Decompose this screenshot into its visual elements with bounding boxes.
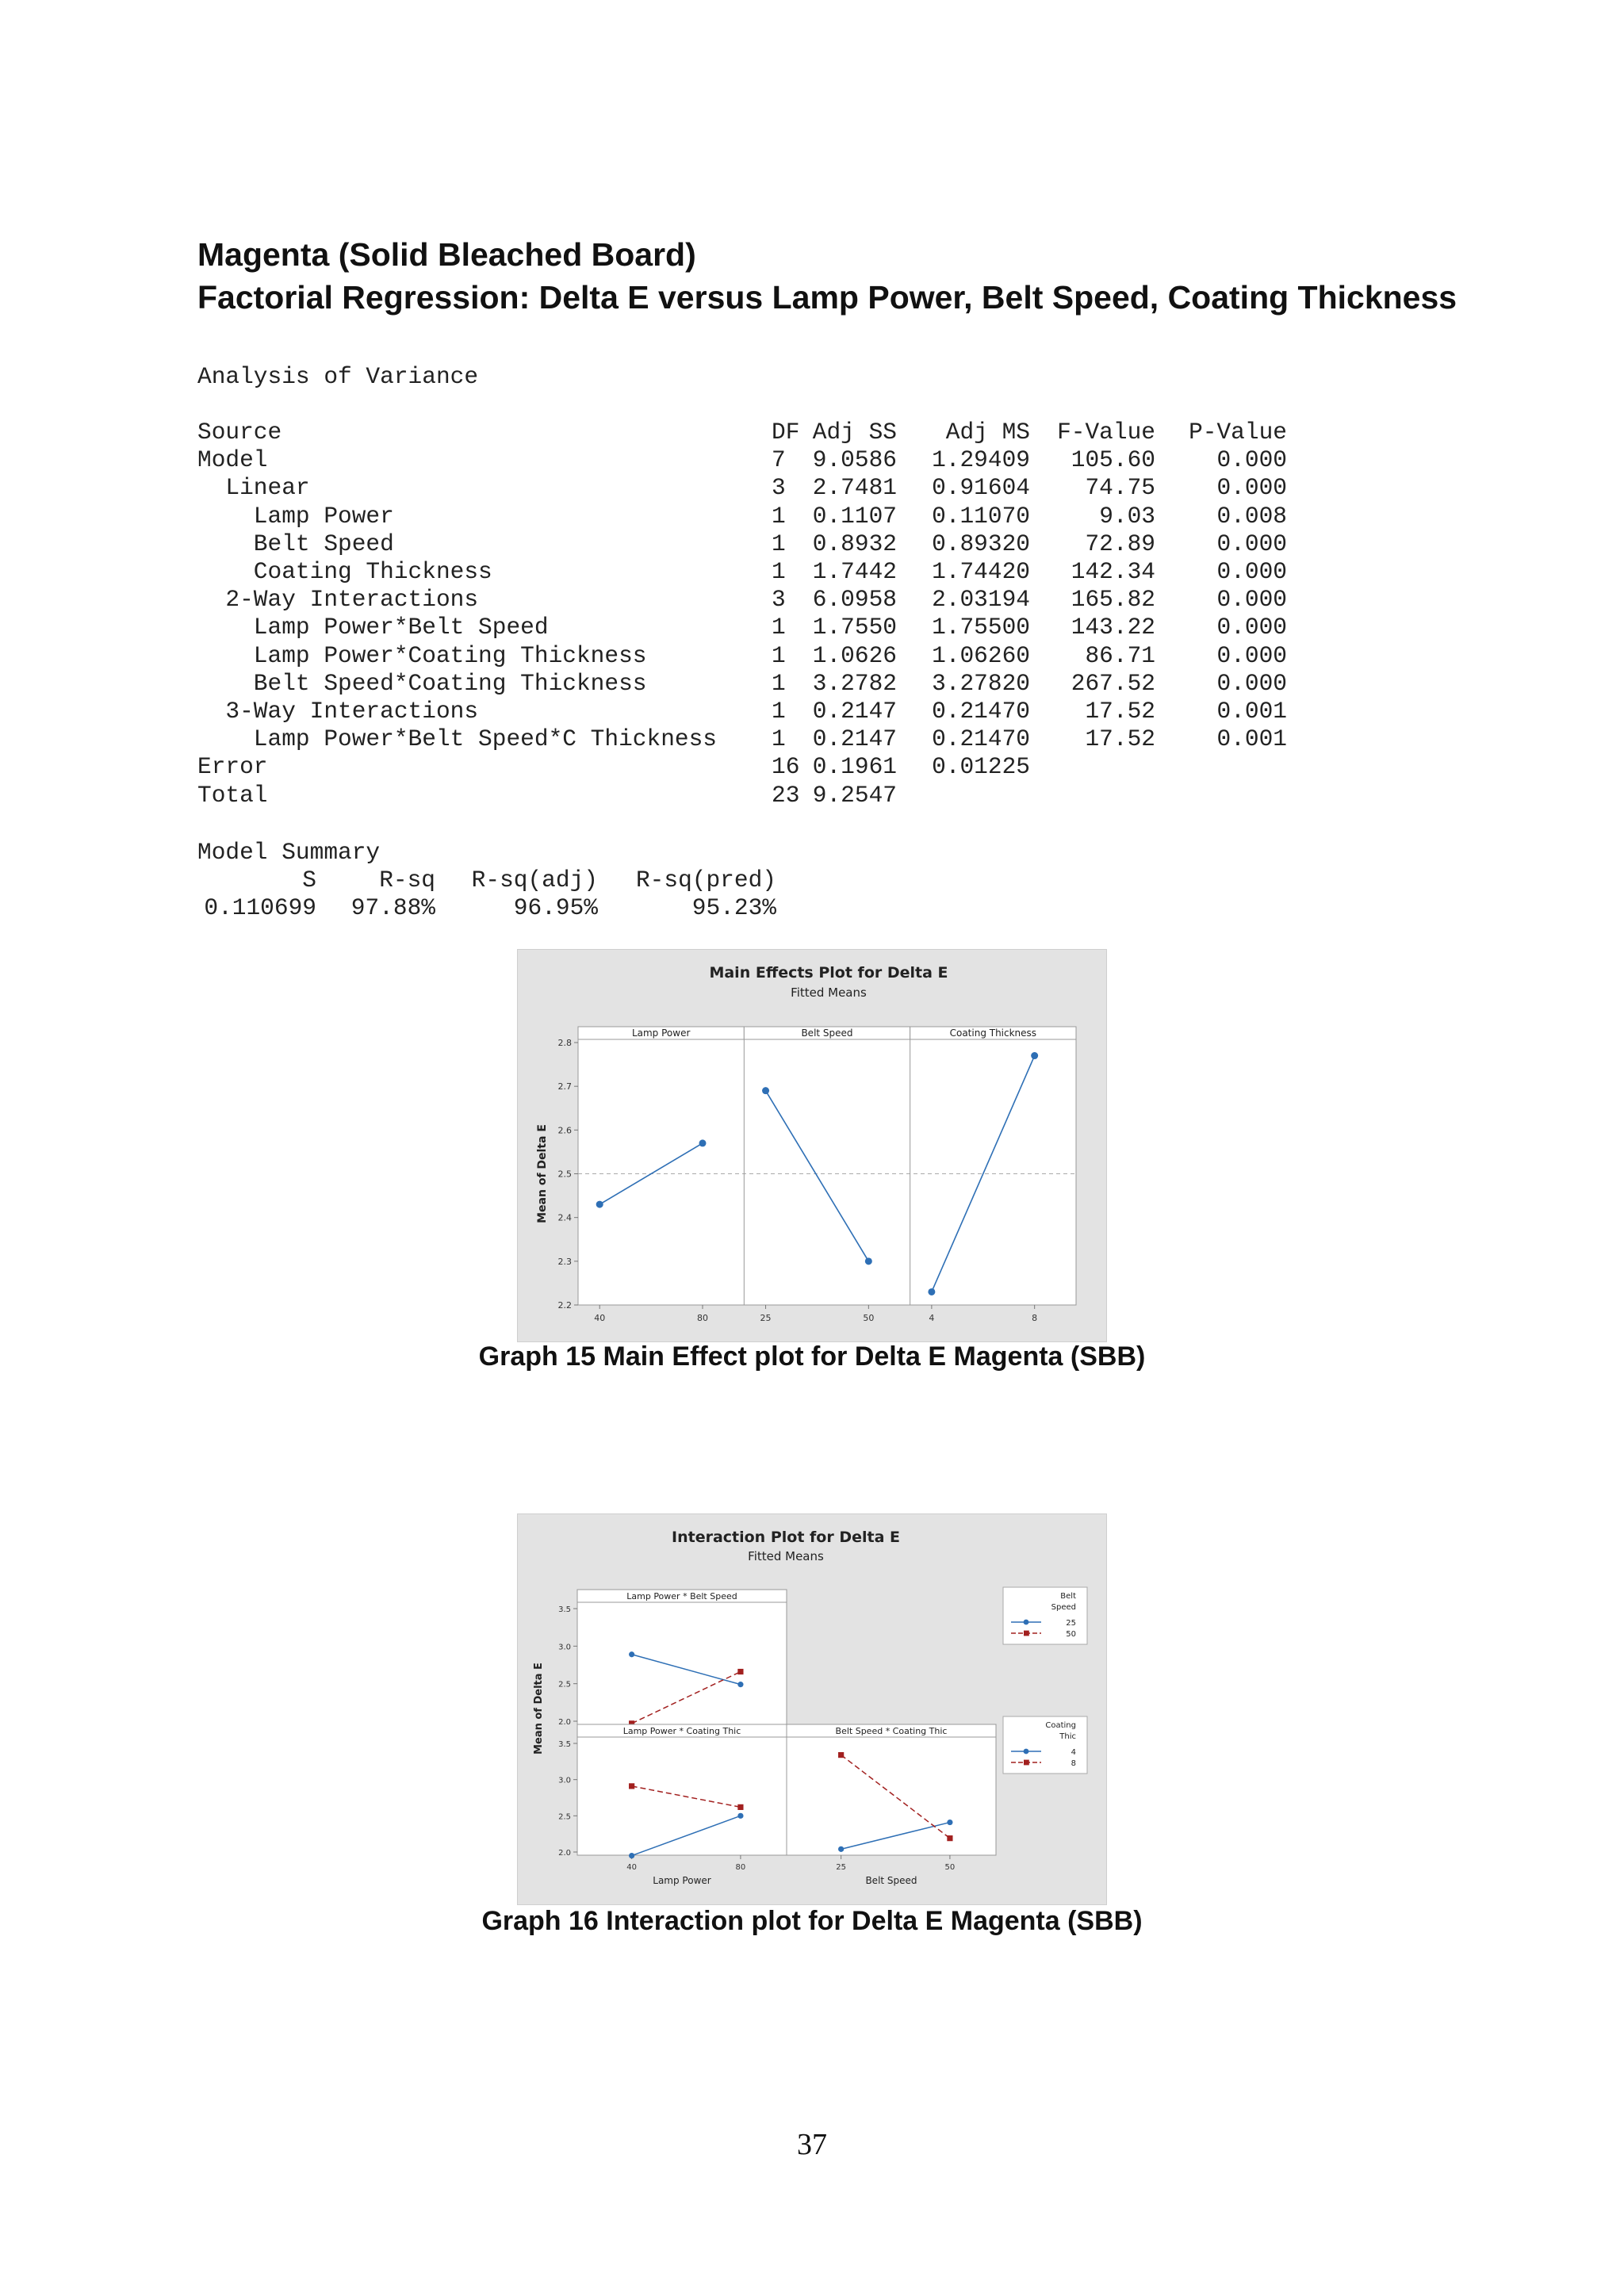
anova-cell-adj-ss: 0.8932 (812, 530, 897, 557)
y-tick-label: 2.7 (557, 1081, 572, 1093)
anova-cell-adj-ms (897, 782, 1030, 809)
panel-label: Lamp Power * Belt Speed (626, 1591, 737, 1601)
summary-value-s: 0.110699 (204, 894, 316, 922)
anova-cell-df: 16 (772, 753, 800, 781)
chart-subtitle: Fitted Means (748, 1549, 824, 1563)
anova-cell-p-value: 0.000 (1216, 474, 1287, 502)
interaction-point (737, 1682, 743, 1687)
anova-cell-adj-ms: 0.21470 (932, 725, 1030, 753)
model-summary-table (197, 867, 776, 922)
plot-area (577, 1602, 787, 1724)
anova-cell-source: 3-Way Interactions (197, 698, 479, 725)
anova-row (197, 782, 1287, 809)
y-tick-label: 2.5 (558, 1812, 571, 1822)
y-tick-label: 2.6 (557, 1125, 572, 1136)
summary-value-rsq: 97.88% (350, 894, 435, 922)
interaction-point (947, 1835, 952, 1841)
anova-row (197, 530, 1287, 558)
y-tick-label: 3.5 (558, 1740, 571, 1749)
header-adj-ms: Adj MS (945, 419, 1030, 446)
anova-cell-f-value (1030, 753, 1155, 781)
anova-cell-adj-ms: 0.01225 (932, 753, 1030, 781)
anova-cell-p-value: 0.008 (1216, 502, 1287, 530)
anova-cell-df: 23 (772, 781, 800, 809)
x-tick-label: 80 (735, 1863, 746, 1872)
anova-cell-f-value: 9.03 (1099, 502, 1155, 530)
anova-cell-adj-ms: 1.75500 (932, 614, 1030, 641)
anova-cell-adj-ms: 0.91604 (932, 474, 1030, 502)
anova-cell-source: Model (197, 446, 268, 474)
anova-row (197, 753, 1287, 781)
anova-cell-p-value (1155, 753, 1287, 781)
interaction-point (737, 1813, 743, 1819)
anova-row (197, 446, 1287, 474)
anova-cell-p-value: 0.001 (1216, 725, 1287, 753)
anova-cell-source: Belt Speed (197, 530, 394, 557)
x-axis-label: Lamp Power (653, 1875, 711, 1886)
header-source: Source (197, 419, 282, 446)
graph16-caption: Graph 16 Interaction plot for Delta E Magenta (SBB) (481, 1906, 1143, 1936)
anova-cell-p-value (1155, 782, 1287, 809)
y-axis-label: Mean of Delta E (533, 1663, 545, 1755)
anova-cell-p-value: 0.000 (1216, 641, 1287, 669)
anova-cell-adj-ss: 3.2782 (812, 669, 897, 697)
legend-label: 25 (1066, 1619, 1076, 1628)
y-tick-label: 3.5 (558, 1605, 571, 1614)
anova-cell-p-value: 0.000 (1216, 558, 1287, 586)
summary-header-rsq-adj: R-sq(adj) (471, 867, 598, 894)
x-tick-label: 50 (863, 1313, 875, 1323)
anova-cell-f-value: 17.52 (1085, 725, 1155, 753)
anova-cell-source: Error (197, 753, 268, 781)
anova-cell-df: 1 (772, 698, 786, 725)
anova-cell-source: Total (197, 781, 268, 809)
y-tick-label: 2.3 (557, 1256, 572, 1267)
graph15-caption: Graph 15 Main Effect plot for Delta E Magenta (SBB) (478, 1341, 1146, 1372)
legend-label: 8 (1071, 1759, 1076, 1768)
y-tick-label: 2.0 (558, 1718, 571, 1727)
legend-title: Coating (1045, 1721, 1076, 1730)
anova-cell-p-value: 0.000 (1216, 530, 1287, 557)
legend-marker (1024, 1760, 1029, 1766)
anova-cell-f-value: 267.52 (1071, 669, 1155, 697)
y-tick-label: 2.4 (557, 1212, 572, 1223)
anova-cell-source: 2-Way Interactions (197, 586, 479, 614)
anova-cell-source: Lamp Power (197, 502, 394, 530)
x-tick-label: 40 (594, 1313, 606, 1323)
anova-cell-adj-ss: 1.7442 (812, 558, 897, 586)
anova-cell-source: Linear (197, 474, 310, 502)
chart-title: Main Effects Plot for Delta E (709, 964, 948, 982)
anova-cell-df: 1 (772, 669, 786, 697)
panel-label: Lamp Power * Coating Thic (622, 1726, 741, 1736)
anova-cell-p-value: 0.000 (1216, 586, 1287, 614)
anova-cell-adj-ss: 0.2147 (812, 725, 897, 753)
x-tick-label: 80 (697, 1313, 708, 1323)
x-axis-label: Belt Speed (865, 1875, 917, 1886)
interaction-point (629, 1783, 634, 1789)
anova-cell-adj-ms: 0.21470 (932, 698, 1030, 725)
anova-cell-adj-ss: 0.1107 (812, 502, 897, 530)
anova-cell-adj-ss: 1.0626 (812, 641, 897, 669)
y-tick-label: 3.0 (558, 1643, 571, 1652)
y-tick-label: 3.0 (558, 1776, 571, 1785)
section-title: Magenta (Solid Bleached Board) (197, 236, 696, 273)
anova-cell-source: Belt Speed*Coating Thickness (197, 669, 647, 697)
anova-cell-source: Lamp Power*Belt Speed*C Thickness (197, 725, 718, 753)
anova-row (197, 698, 1287, 725)
anova-cell-adj-ms: 0.89320 (932, 530, 1030, 557)
panel-label: Coating Thickness (949, 1027, 1037, 1039)
anova-cell-source: Lamp Power*Coating Thickness (197, 641, 647, 669)
anova-row (197, 670, 1287, 698)
anova-title: Analysis of Variance (197, 363, 479, 390)
anova-cell-source: Lamp Power*Belt Speed (197, 614, 549, 641)
anova-cell-adj-ms: 2.03194 (932, 586, 1030, 614)
anova-cell-adj-ms: 1.06260 (932, 641, 1030, 669)
legend-label: 50 (1066, 1630, 1076, 1639)
interaction-point (737, 1804, 743, 1810)
anova-cell-f-value: 143.22 (1071, 614, 1155, 641)
model-summary-header-row (197, 867, 776, 894)
y-tick-label: 2.2 (557, 1300, 572, 1311)
anova-row (197, 586, 1287, 614)
header-f-value: F-Value (1057, 419, 1155, 446)
anova-cell-p-value: 0.000 (1216, 669, 1287, 697)
anova-cell-p-value: 0.000 (1216, 614, 1287, 641)
anova-cell-p-value: 0.000 (1216, 446, 1287, 474)
plot-area (787, 1737, 996, 1855)
anova-header-row (197, 419, 1287, 446)
anova-cell-adj-ss: 0.2147 (812, 698, 897, 725)
x-tick-label: 50 (944, 1863, 956, 1872)
chart-subtitle: Fitted Means (791, 985, 867, 1000)
anova-cell-adj-ss: 9.2547 (812, 781, 897, 809)
anova-row (197, 725, 1287, 753)
summary-header-rsq-pred: R-sq(pred) (635, 867, 776, 894)
interaction-figure (517, 1513, 1107, 1905)
anova-cell-f-value: 74.75 (1085, 474, 1155, 502)
interaction-point (838, 1752, 844, 1758)
interaction-point (629, 1651, 634, 1657)
y-tick-label: 2.5 (557, 1169, 572, 1180)
main-effect-point (928, 1288, 935, 1295)
summary-header-rsq: R-sq (379, 867, 435, 894)
anova-cell-df: 1 (772, 530, 786, 557)
summary-value-rsq-adj: 96.95% (513, 894, 598, 922)
anova-cell-f-value (1030, 782, 1155, 809)
anova-cell-df: 1 (772, 725, 786, 753)
main-effect-point (596, 1201, 603, 1208)
anova-cell-adj-ms: 1.74420 (932, 558, 1030, 586)
summary-value-rsq-pred: 95.23% (691, 894, 776, 922)
header-p-value: P-Value (1189, 419, 1287, 446)
summary-header-s: S (302, 867, 316, 894)
anova-row (197, 614, 1287, 641)
anova-cell-f-value: 142.34 (1071, 558, 1155, 586)
chart-title: Interaction Plot for Delta E (672, 1529, 900, 1546)
anova-cell-adj-ms: 1.29409 (932, 446, 1030, 474)
y-axis-label: Mean of Delta E (536, 1124, 549, 1223)
anova-cell-adj-ss: 1.7550 (812, 614, 897, 641)
interaction-point (737, 1669, 743, 1674)
main-effect-point (699, 1139, 707, 1146)
main-effects-chart (518, 950, 1106, 1341)
anova-cell-f-value: 86.71 (1085, 641, 1155, 669)
panel-label: Belt Speed (801, 1027, 853, 1039)
anova-cell-df: 3 (772, 586, 786, 614)
page-number: 37 (797, 2128, 827, 2161)
model-summary-value-row (197, 894, 776, 922)
anova-cell-f-value: 17.52 (1085, 698, 1155, 725)
anova-cell-df: 1 (772, 558, 786, 586)
interaction-point (947, 1820, 952, 1825)
main-effect-point (762, 1087, 769, 1094)
legend-marker (1024, 1620, 1029, 1625)
anova-row (197, 558, 1287, 586)
anova-cell-adj-ss: 6.0958 (812, 586, 897, 614)
anova-cell-adj-ss: 9.0586 (812, 446, 897, 474)
interaction-point (629, 1853, 634, 1858)
anova-cell-adj-ms: 3.27820 (932, 669, 1030, 697)
interaction-point (838, 1846, 844, 1852)
anova-cell-adj-ss: 2.7481 (812, 474, 897, 502)
main-effects-figure (517, 949, 1107, 1342)
main-effect-point (1031, 1052, 1038, 1059)
anova-table (197, 419, 1287, 809)
regression-subtitle: Factorial Regression: Delta E versus Lamp Power, Belt Speed, Coating Thickness (197, 279, 1457, 316)
legend-marker (1024, 1631, 1029, 1636)
header-adj-ss: Adj SS (812, 419, 897, 446)
legend-marker (1024, 1749, 1029, 1755)
anova-row (197, 474, 1287, 502)
anova-cell-p-value: 0.001 (1216, 698, 1287, 725)
x-tick-label: 25 (760, 1313, 772, 1323)
anova-row (197, 642, 1287, 670)
legend-title: Speed (1051, 1603, 1076, 1612)
anova-cell-df: 1 (772, 502, 786, 530)
anova-cell-adj-ms: 0.11070 (932, 502, 1030, 530)
y-tick-label: 2.8 (557, 1038, 572, 1048)
legend-title: Belt (1060, 1592, 1076, 1601)
x-tick-label: 25 (836, 1863, 847, 1872)
header-df: DF (772, 419, 800, 446)
x-tick-label: 8 (1032, 1313, 1038, 1323)
anova-cell-df: 1 (772, 614, 786, 641)
anova-cell-adj-ss: 0.1961 (812, 753, 897, 781)
anova-cell-df: 7 (772, 446, 786, 474)
x-tick-label: 4 (929, 1313, 935, 1323)
anova-cell-f-value: 165.82 (1071, 586, 1155, 614)
y-tick-label: 2.5 (558, 1680, 571, 1689)
interaction-chart (518, 1514, 1106, 1904)
panel-label: Lamp Power (631, 1027, 691, 1039)
anova-cell-f-value: 105.60 (1071, 446, 1155, 474)
anova-cell-source: Coating Thickness (197, 558, 492, 586)
anova-cell-df: 3 (772, 474, 786, 502)
anova-cell-f-value: 72.89 (1085, 530, 1155, 557)
legend-label: 4 (1071, 1748, 1076, 1757)
anova-cell-df: 1 (772, 641, 786, 669)
panel-label: Belt Speed * Coating Thic (835, 1726, 948, 1736)
model-summary-title: Model Summary (197, 839, 381, 866)
y-tick-label: 2.0 (558, 1849, 571, 1858)
anova-row (197, 503, 1287, 530)
legend-title: Thic (1059, 1732, 1076, 1741)
x-tick-label: 40 (626, 1863, 638, 1872)
main-effect-point (865, 1257, 872, 1265)
